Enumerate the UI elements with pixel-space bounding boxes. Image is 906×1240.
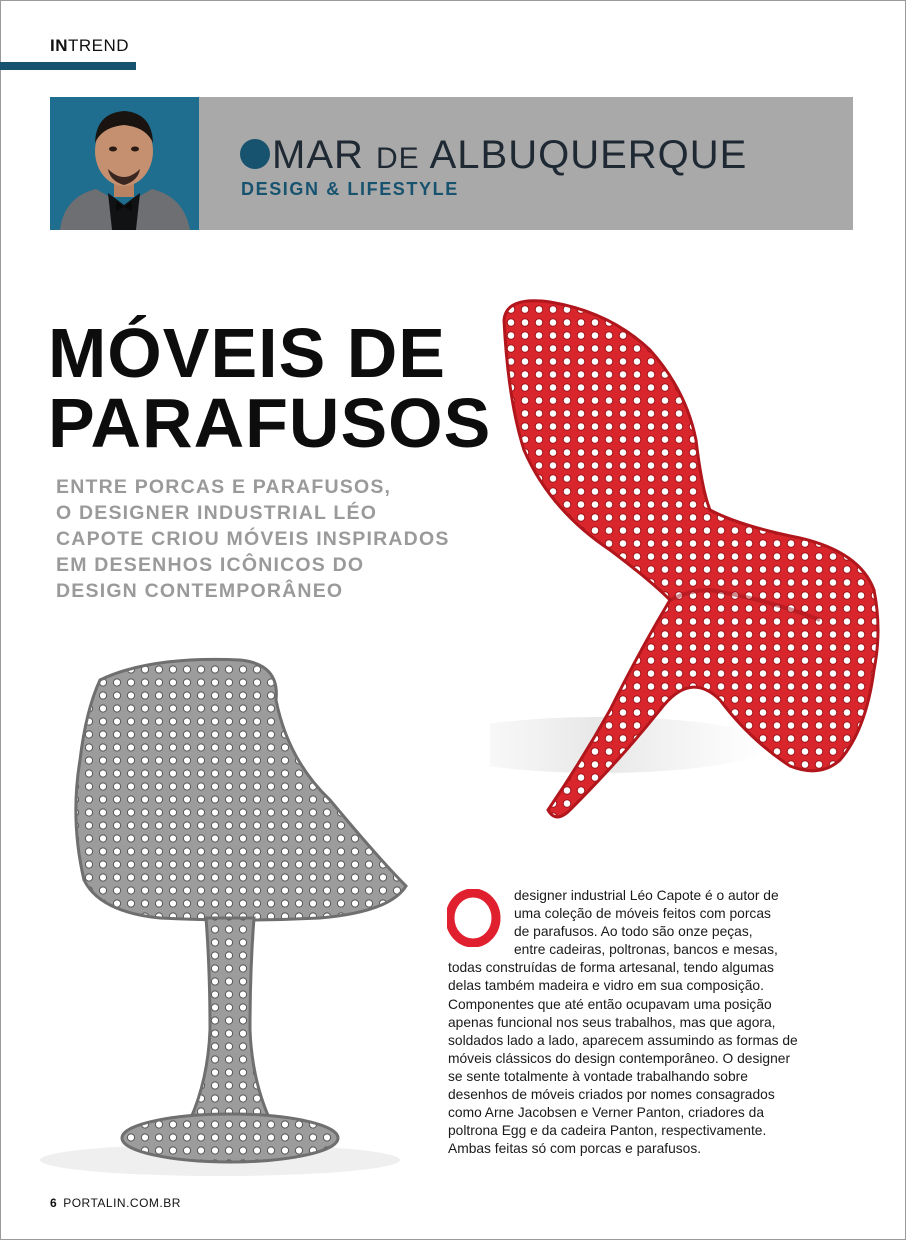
footer-site: PORTALIN.COM.BR: [63, 1196, 181, 1210]
page-number: 6: [50, 1196, 58, 1210]
section-rule: [0, 62, 136, 70]
author-banner: [50, 97, 853, 230]
page-footer: [50, 1196, 181, 1210]
headline-line1: MÓVEIS DE: [48, 314, 446, 392]
tulip-chair-photo-icon: [40, 650, 440, 1180]
body-line: todas construídas de forma artesanal, tendo algumas: [448, 960, 774, 976]
body-line: de parafusos. Ao todo são onze peças,: [514, 924, 753, 940]
body-line: delas também madeira e vidro em sua composição.: [448, 978, 764, 994]
body-line: uma coleção de móveis feitos com porcas: [514, 906, 771, 922]
portrait-photo-icon: [50, 97, 199, 230]
deck: [56, 474, 486, 604]
body-line: Componentes que até então ocupavam uma posição: [448, 996, 772, 1012]
author-name-part1: MAR: [272, 133, 376, 177]
author-name-part3: ALBUQUERQUE: [419, 133, 748, 177]
body-text: [448, 887, 848, 1158]
headline-line2: PARAFUSOS: [48, 384, 492, 462]
body-line: soldados lado a lado, aparecem assumindo as formas de: [448, 1032, 798, 1048]
body-line: Ambas feitas só com porcas e parafusos.: [448, 1141, 702, 1157]
author-name-part2: DE: [376, 142, 420, 175]
author-photo: [50, 97, 199, 230]
body-line: como Arne Jacobsen e Verner Panton, criadores da: [448, 1105, 764, 1121]
panton-chair-photo-icon: [490, 290, 900, 850]
section-tag-bold: IN: [50, 36, 68, 55]
deck-line: CAPOTE CRIOU MÓVEIS INSPIRADOS: [56, 528, 450, 550]
section-tag-rest: TREND: [68, 36, 130, 55]
body-line: entre cadeiras, poltronas, bancos e mesas,: [514, 942, 778, 958]
author-name-initial-circle: [240, 139, 270, 169]
headline: [48, 314, 492, 462]
author-role: DESIGN & LIFESTYLE: [241, 179, 459, 199]
body-line: desenhos de móveis criados por nomes consagrados: [448, 1087, 775, 1103]
body-line: poltrona Egg e da cadeira Panton, respectivamente.: [448, 1123, 767, 1139]
deck-line: DESIGN CONTEMPORÂNEO: [56, 580, 344, 602]
silver-chair-image: [40, 650, 440, 1180]
deck-line: O DESIGNER INDUSTRIAL LÉO: [56, 502, 378, 524]
body-line: apenas funcional nos seus trabalhos, mas que agora,: [448, 1014, 776, 1030]
deck-line: EM DESENHOS ICÔNICOS DO: [56, 554, 365, 576]
section-tag: [50, 36, 129, 56]
body-line: móveis clássicos do design contemporâneo. O designer: [448, 1050, 791, 1066]
body-line: se sente totalmente à vontade trabalhando sobre: [448, 1068, 748, 1084]
red-chair-image: [490, 290, 900, 850]
author-name: [240, 135, 747, 175]
body-line: designer industrial Léo Capote é o autor de: [514, 888, 779, 903]
deck-line: ENTRE PORCAS E PARAFUSOS,: [56, 476, 392, 498]
